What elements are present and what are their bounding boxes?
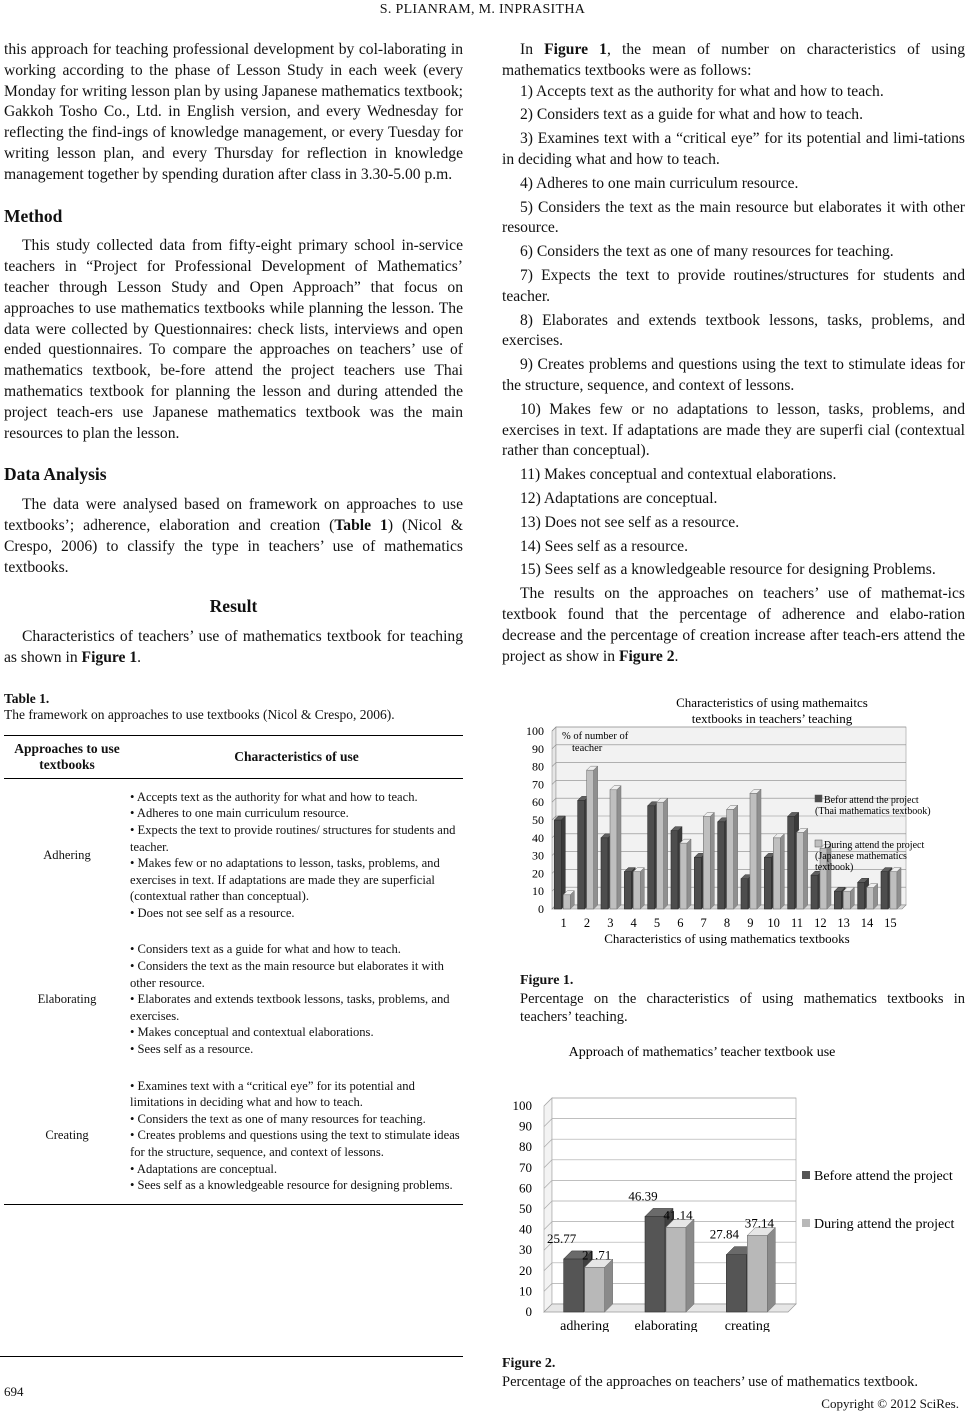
method-paragraph: This study collected data from fifty-eight primary school in-service teachers in “Project for Professional Development of Mathematics’ teacher through Lesson Study and Open Approach” that focus on approaches to use mathematics textbooks while planning the lesson. The data were collected by Questionnaires: check lists, interviews and open ended questionnaires. To compare the approaches on teachers’ use of mathematics textbook, be-fore attend the project teachers use Thai mathematics textbook for planning the lesson and during attended the project teach-ers use Japanese mathematics textbook was the main resources to plan the lesson.	[4, 237, 463, 442]
y-tick-label: 40	[532, 831, 544, 846]
figure-2-caption	[502, 1355, 965, 1391]
result-heading: Result	[209, 596, 258, 617]
list-item: 1) Accepts text as the authority for what and how to teach.	[520, 82, 884, 100]
x-tick-label: 11	[790, 916, 804, 931]
y-tick-label: 0	[525, 1304, 532, 1320]
list-item: 13) Does not see self as a resource.	[520, 513, 740, 531]
bar-during-14	[867, 884, 878, 909]
characteristic-item: • Does not see self as a resource.	[130, 905, 295, 920]
results-paragraph: The results on the approaches on teachers’ use of mathemat-ics textbook found that the percentage of adherence and elabo-ration decrease and the percentage of creation increase after teach-ers attend the project as show in Figure 2.	[502, 585, 965, 665]
list-item: 5) Considers the text as the main resource but elaborates it with other resource.	[502, 198, 965, 237]
x-tick-label: elaborating	[634, 1319, 698, 1333]
legend-swatch	[802, 1219, 810, 1227]
data-label: 27.84	[709, 1226, 739, 1242]
characteristic-item: • Accepts text as the authority for what and how to teach.	[130, 789, 418, 804]
data-label: 41.14	[663, 1207, 693, 1223]
x-tick-label: 14	[860, 916, 874, 931]
bar-during-8	[727, 806, 738, 910]
characteristic-item: • Adaptations are conceptual.	[130, 1161, 278, 1176]
x-tick-label: adhering	[560, 1319, 610, 1333]
data-label: 25.77	[547, 1231, 577, 1247]
list-item: 4) Adheres to one main curriculum resource.	[520, 174, 799, 192]
y-tick-label: 100	[526, 724, 544, 739]
framework-table	[4, 735, 463, 1205]
characteristic-item: • Examines text with a “critical eye” for its potential and limitations in deciding what and how to teach.	[130, 1078, 415, 1110]
list-item: 6) Considers the text as one of many resources for teaching.	[520, 243, 894, 261]
x-tick-label: 12	[814, 916, 827, 931]
y-tick-label: 50	[532, 813, 544, 828]
x-tick-label: 15	[884, 916, 897, 931]
y-tick-label: 10	[519, 1283, 532, 1299]
y-tick-label: 20	[532, 866, 544, 881]
bar-during-1	[563, 891, 574, 909]
x-tick-label: 10	[767, 916, 780, 931]
figure-1-chart	[502, 693, 965, 962]
x-tick-label: 9	[747, 916, 754, 931]
characteristic-item: • Considers the text as the main resource but elaborates it with other resource.	[130, 959, 444, 990]
data-label: 37.14	[744, 1215, 774, 1231]
y-tick-label: 30	[519, 1242, 532, 1258]
table-row	[4, 778, 463, 931]
characteristic-item: • Expects the text to provide routines/ structures for students and teacher.	[130, 822, 456, 854]
legend-swatch	[802, 1171, 810, 1179]
bar-during-7	[703, 813, 714, 910]
figure-1-svg	[502, 693, 965, 955]
legend-swatch	[815, 840, 822, 847]
y-tick-label: 90	[532, 742, 544, 757]
y-tick-label: 50	[519, 1201, 532, 1217]
y-tick-label: 30	[532, 848, 544, 863]
bar-during-10	[773, 834, 784, 909]
table-bottom-rule	[0, 1356, 463, 1357]
page-number: 694	[4, 1384, 24, 1399]
table-row	[4, 1068, 463, 1205]
characteristic-item: • Elaborates and extends textbook lessons, tasks, problems, and exercises.	[130, 992, 450, 1023]
figure-1-caption-text: Percentage on the characteristics of using mathematics textbooks in teachers’ teaching.	[520, 991, 965, 1026]
y-axis-label: % of number of	[562, 731, 629, 743]
figure-2-svg	[502, 1042, 965, 1332]
list-item: 2) Considers text as a guide for what and how to teach.	[520, 106, 863, 124]
characteristic-item: • Makes conceptual and contextual elaborations.	[130, 1025, 374, 1040]
y-tick-label: 20	[519, 1262, 532, 1278]
list-item: 15) Sees self as a knowledgeable resource for designing Problems.	[520, 561, 936, 579]
y-tick-label: 80	[519, 1139, 532, 1155]
figure-2-chart	[502, 1042, 965, 1339]
chart-title: Approach of mathematics’ teacher textbook use	[568, 1045, 836, 1061]
chart-title: textbooks in teachers’ teaching	[691, 711, 853, 727]
y-tick-label: 70	[519, 1159, 532, 1175]
bar-during-3	[610, 786, 621, 909]
table-header-characteristics: Characteristics of use	[130, 735, 463, 778]
table-ref: Table 1	[334, 516, 388, 534]
legend-swatch	[815, 795, 822, 802]
list-item: 10) Makes few or no adaptations to lesson, tasks, problems, and exercises in text. If adaptations are made they are superfi cial (contextual rather than conceptual).	[502, 400, 965, 460]
characteristic-item: • Makes few or no adaptations to lesson, tasks, problems, and exercises in text. If adaptations are made they are superficial (contextual rather than conceptual).	[130, 856, 440, 904]
fig1-intro-paragraph: In Figure 1, the mean of number on characteristics of using mathematics textbooks were as follows:	[502, 41, 965, 79]
x-axis-label: Characteristics of using mathematics textbooks	[604, 931, 850, 947]
figure-ref: Figure 1	[81, 648, 138, 666]
legend-label: Befor attend the project	[824, 795, 919, 807]
bar-during-11	[797, 829, 808, 910]
data-label: 46.39	[628, 1188, 658, 1204]
result-paragraph: Characteristics of teachers’ use of mathematics textbook for teaching as shown in Figure 1.	[4, 628, 463, 666]
copyright: Copyright © 2012 SciRes.	[821, 1396, 959, 1411]
legend-label: (Thai mathematics textbook)	[815, 806, 931, 818]
y-tick-label: 60	[519, 1180, 532, 1196]
legend-label: Before attend the project	[814, 1169, 953, 1185]
figure-2-label: Figure 2.	[502, 1355, 556, 1371]
table-cell-approach: Creating	[4, 1068, 130, 1205]
list-item: 8) Elaborates and extends textbook lessons, tasks, problems, and exercises.	[502, 311, 965, 350]
running-header: S. PLIANRAM, M. INPRASITHA	[379, 2, 586, 17]
characteristic-item: • Sees self as a resource.	[130, 1042, 254, 1057]
figure-1-label: Figure 1.	[520, 973, 574, 989]
x-tick-label: 3	[607, 916, 614, 931]
list-item: 7) Expects the text to provide routines/structures for students and teacher.	[502, 266, 965, 305]
bar-during-2	[587, 766, 598, 909]
chart-title: Characteristics of using mathemaitcs	[676, 695, 868, 711]
table-caption-text: The framework on approaches to use textbooks (Nicol & Crespo, 2006).	[4, 706, 395, 722]
intro-paragraph: this approach for teaching professional development by col-laborating in working according to the phase of Lesson Study in each week (every Monday for writing lesson plan by using Japanese mathematics textbook; Gakkoh Tosho Co., Ltd. in English version, and every Wednesday for reflecting the find-ings of knowledge management, or every Tuesday for writing lesson plan, and every Thursday for reflection in knowledge management together by spending duration after class in 3.30-5.00 p.m.	[4, 41, 463, 183]
bar-during-15	[890, 868, 901, 909]
x-tick-label: 5	[653, 916, 661, 931]
x-tick-label: 6	[677, 916, 684, 931]
characteristic-item: • Sees self as a knowledgeable resource for designing problems.	[130, 1178, 453, 1193]
bar-during-creating	[747, 1228, 775, 1313]
method-heading: Method	[4, 205, 63, 226]
table-cell-characteristics	[130, 778, 463, 931]
characteristics-list	[502, 82, 965, 582]
list-item: 3) Examines text with a “critical eye” for its potential and limi-tations in deciding what and how to teach.	[502, 130, 965, 168]
x-tick-label: 7	[700, 916, 707, 931]
legend-label: During attend the project	[824, 840, 925, 852]
analysis-paragraph: The data were analysed based on framework on approaches to use textbooks’; adherence, elaboration and creation (Table 1) (Nicol & Crespo, 2006) to classify the type in teachers’ use of mathematics textbooks.	[4, 496, 463, 576]
bar-during-6	[680, 839, 691, 909]
legend-label: (Japanese mathematics	[815, 851, 907, 863]
x-tick-label: creating	[724, 1319, 770, 1333]
x-tick-label: 8	[723, 916, 731, 931]
table-cell-characteristics	[130, 1068, 463, 1205]
table-cell-approach: Elaborating	[37, 992, 97, 1007]
table-caption	[4, 691, 463, 723]
table-label: Table 1.	[4, 690, 50, 706]
table-row	[4, 931, 463, 1067]
list-item: 14) Sees self as a resource.	[520, 537, 688, 555]
left-column	[4, 40, 463, 1205]
y-tick-label: 70	[532, 777, 544, 792]
y-tick-label: 100	[512, 1098, 532, 1114]
y-tick-label: 40	[519, 1221, 532, 1237]
y-tick-label: 10	[532, 884, 544, 899]
y-tick-label: 60	[532, 795, 544, 810]
bar-during-adhering	[585, 1259, 613, 1312]
characteristic-item: • Considers text as a guide for what and how to teach.	[130, 942, 401, 957]
y-axis-label: teacher	[572, 743, 603, 755]
data-label: 21.71	[582, 1247, 612, 1263]
x-tick-label: 13	[837, 916, 850, 931]
bar-during-9	[750, 790, 761, 910]
y-tick-label: 80	[532, 759, 544, 774]
characteristic-item: • Creates problems and questions using the text to stimulate ideas for the structure, sequence, and context of lessons.	[130, 1128, 460, 1159]
table-cell-approach: Adhering	[43, 847, 91, 862]
list-item: 9) Creates problems and questions using the text to stimulate ideas for the structure, sequence, and context of lessons.	[502, 356, 965, 394]
y-tick-label: 0	[538, 902, 544, 917]
analysis-heading: Data Analysis	[4, 464, 107, 485]
x-tick-label: 4	[630, 916, 637, 931]
legend-label: textbook)	[815, 862, 854, 874]
characteristic-item: • Adheres to one main curriculum resource.	[130, 806, 349, 821]
bar-during-elaborating	[666, 1219, 694, 1312]
characteristic-item: • Considers the text as one of many resources for teaching.	[130, 1111, 426, 1126]
legend-label: During attend the project	[814, 1217, 955, 1233]
list-item: 11) Makes conceptual and contextual elaborations.	[520, 466, 837, 484]
bar-during-13	[843, 888, 854, 910]
figure-1-caption	[520, 972, 965, 1026]
figure-2-caption-text: Percentage of the approaches on teachers’ use of mathematics textbook.	[502, 1373, 919, 1390]
table-cell-characteristics	[130, 931, 463, 1067]
x-tick-label: 1	[560, 916, 567, 931]
list-item: 12) Adaptations are conceptual.	[520, 489, 718, 507]
y-tick-label: 90	[519, 1118, 532, 1134]
x-tick-label: 2	[583, 916, 591, 931]
table-header-approaches: Approaches to use textbooks	[4, 735, 130, 778]
bar-during-5	[657, 799, 668, 910]
right-column	[502, 40, 965, 1391]
bar-during-4	[633, 868, 644, 909]
